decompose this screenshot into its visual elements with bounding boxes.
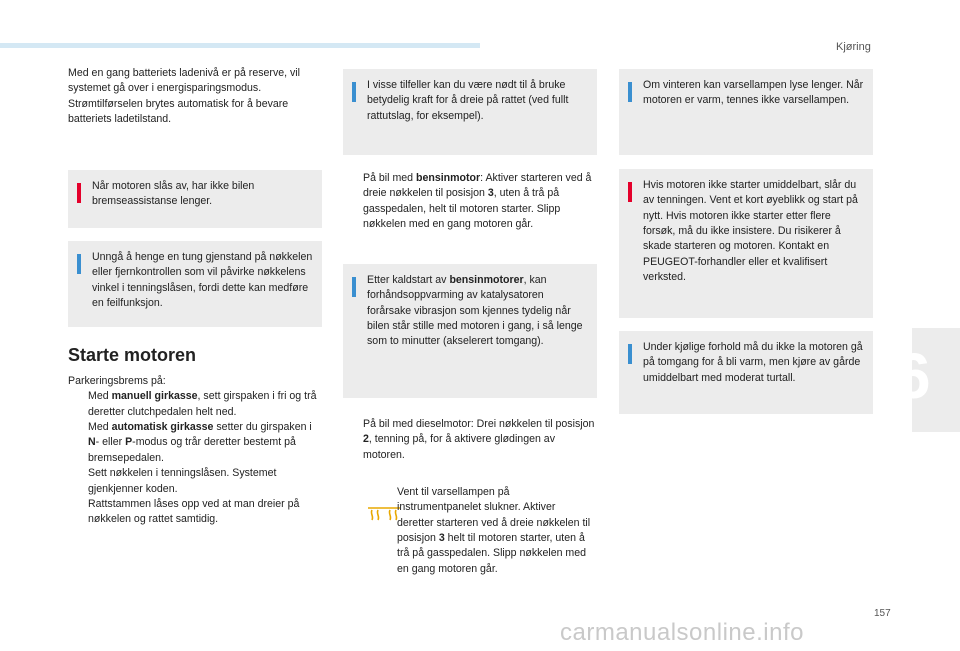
text: Vent til varsellampen på instrumentpanelet slukner. Aktiver deretter starteren ved å dreie nøkkelen til posisjon bbox=[397, 486, 591, 545]
bold-text: N bbox=[88, 436, 96, 449]
intro-paragraph: Med en gang batteriets ladenivå er på reserve, vil systemet gå over i energisparingsmodus. Strømtilførselen brytes automatisk for å bevare batteriets ladetilstand. bbox=[68, 67, 301, 126]
info-box-cold-start bbox=[343, 264, 597, 398]
info-box-key-weight bbox=[68, 241, 322, 327]
section-title: Kjøring bbox=[836, 41, 871, 53]
warning-box-brake-assist bbox=[68, 170, 322, 228]
text: Rattstammen låses opp ved at man dreier på nøkkelen og rattet samtidig. bbox=[88, 497, 300, 526]
chapter-number: 6 bbox=[895, 340, 931, 412]
text: -modus og trår deretter bestemt på bremsepedalen. bbox=[88, 436, 296, 464]
text: , sett girspaken i fri og trå deretter clutchpedalen helt ned. bbox=[88, 390, 317, 418]
info-box-winter-lamp bbox=[619, 69, 873, 155]
text: Med bbox=[88, 390, 112, 403]
diesel-steps bbox=[343, 417, 597, 463]
text: På bil med dieselmotor: Drei nøkkelen til posisjon bbox=[363, 418, 595, 430]
text: , kan forhåndsoppvarming av katalysatoren forårsake vibrasjon som kjennes tydelig når bilen står stille med motoren i gang, i så lenge som to minutter (akselerert tomgang). bbox=[367, 274, 583, 348]
info-icon bbox=[628, 82, 632, 102]
petrol-steps bbox=[343, 171, 597, 232]
text: , tenning på, for å aktivere glødingen av motoren. bbox=[363, 433, 556, 461]
info-text bbox=[367, 273, 589, 350]
watermark: carmanualsonline.info bbox=[560, 619, 804, 646]
start-instructions bbox=[68, 374, 322, 528]
bold-text: automatisk girkasse bbox=[111, 421, 214, 434]
list-item bbox=[343, 171, 597, 232]
warning-icon bbox=[77, 183, 81, 203]
bold-text: manuell girkasse bbox=[111, 390, 198, 403]
parking-brake-label: Parkeringsbrems på: bbox=[68, 375, 166, 387]
info-icon bbox=[352, 82, 356, 102]
bold-text: bensinmotor bbox=[416, 172, 481, 184]
glow-instructions bbox=[397, 485, 592, 577]
bold-text: 3 bbox=[487, 187, 494, 200]
info-text: Om vinteren kan varsellampen lyse lenger. Når motoren er varm, tennes ikke varsellampen. bbox=[643, 79, 864, 107]
start-steps-list bbox=[68, 389, 322, 527]
info-box-steering-force bbox=[343, 69, 597, 155]
bold-text: P bbox=[125, 436, 133, 449]
text: - eller bbox=[95, 436, 126, 449]
warning-text: Hvis motoren ikke starter umiddelbart, slår du av tenningen. Vent et kort øyeblikk og start på nytt. Hvis motoren ikke starter etter flere forsøk, må du ikke insistere. Du risikerer å skade starteren og motoren. Kontakt en PEUGEOT-forhandler eller et kvalifisert verksted. bbox=[643, 179, 858, 284]
info-text: Unngå å henge en tung gjenstand på nøkkelen eller fjernkontrollen som vil påvirke nøkkelens vinkel i tenningslåsen, fordi dette kan medføre en feilfunksjon. bbox=[92, 251, 313, 310]
bold-text: 2 bbox=[363, 433, 369, 446]
info-text: Under kjølige forhold må du ikke la motoren gå på tomgang for å bli varm, men kjøre av gårde umiddelbart med moderat turtall. bbox=[643, 341, 863, 384]
list-item bbox=[68, 466, 322, 497]
list-item bbox=[68, 389, 322, 420]
list-item bbox=[68, 497, 322, 528]
list-item bbox=[343, 417, 597, 463]
warning-icon bbox=[628, 182, 632, 202]
text: Etter kaldstart av bbox=[367, 274, 450, 286]
section-heading: Starte motoren bbox=[68, 345, 197, 365]
bold-text: 3 bbox=[438, 532, 445, 545]
text: Med bbox=[88, 421, 112, 434]
warning-text: Når motoren slås av, har ikke bilen bremseassistanse lenger. bbox=[92, 180, 255, 208]
bold-text: bensinmotorer bbox=[449, 274, 524, 286]
page-number: 157 bbox=[874, 608, 891, 619]
info-box-cold-idle bbox=[619, 331, 873, 414]
info-text: I visse tilfeller kan du være nødt til å bruke betydelig kraft for å dreie på rattet (ved fullt rattutslag, for eksempel). bbox=[367, 79, 569, 122]
text: helt til motoren starter, uten å trå på gasspedalen. Slipp nøkkelen med en gang motoren går. bbox=[397, 532, 587, 575]
info-icon bbox=[628, 344, 632, 364]
text: setter du girspaken i bbox=[213, 421, 312, 434]
text: : Aktiver starteren ved å dreie nøkkelen til posisjon bbox=[363, 172, 592, 200]
info-icon bbox=[77, 254, 81, 274]
header-accent-bar bbox=[0, 43, 480, 48]
text: , uten å trå på gasspedalen, helt til motoren starter. Slipp nøkkelen med en gang motoren går. bbox=[363, 187, 561, 231]
warning-box-no-start bbox=[619, 169, 873, 318]
text: På bil med bbox=[363, 172, 416, 184]
list-item bbox=[68, 420, 322, 466]
text: Sett nøkkelen i tenningslåsen. Systemet gjenkjenner koden. bbox=[88, 467, 277, 495]
info-icon bbox=[352, 277, 356, 297]
